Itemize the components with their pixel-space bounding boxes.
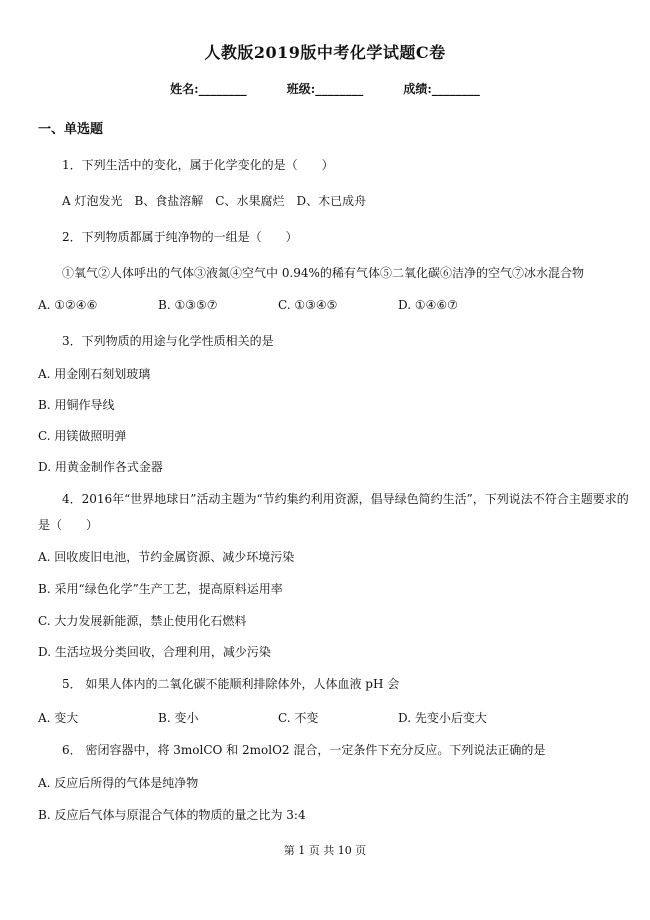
option-d: D. 先变小后变大 <box>398 711 487 725</box>
question-4-option-c: C. 大力发展新能源，禁止使用化石燃料 <box>38 614 247 628</box>
question-4-option-b: B. 采用“绿色化学”生产工艺，提高原料运用率 <box>38 582 283 596</box>
question-6-option-a: A. 反应后所得的气体是纯净物 <box>38 776 199 790</box>
page-footer: 第 1 页 共 10 页 <box>283 844 367 857</box>
option-c: C. 不变 <box>278 711 319 725</box>
option-a: A. 变大 <box>38 711 79 725</box>
question-6-option-b: B. 反应后气体与原混合气体的物质的量之比为 3:4 <box>38 808 306 822</box>
question-5-stem: 5． 如果人体内的二氧化碳不能顺利排除体外，人体血液 pH 会 <box>62 677 400 691</box>
question-3-option-b: B. 用铜作导线 <box>38 398 115 412</box>
question-3-option-c: C. 用镁做照明弹 <box>38 429 127 443</box>
student-info <box>0 80 650 97</box>
question-2-options <box>38 298 598 312</box>
option-c: C. ①③④⑤ <box>278 298 338 312</box>
question-1-options: A 灯泡发光 B、食盐溶解 C、水果腐烂 D、木已成舟 <box>62 194 367 208</box>
question-4-stem-cont: 是（ ） <box>38 518 99 532</box>
question-3-stem: 3．下列物质的用途与化学性质相关的是 <box>62 334 274 348</box>
question-4-option-d: D. 生活垃圾分类回收，合理利用，减少污染 <box>38 645 271 659</box>
question-1-stem: 1．下列生活中的变化，属于化学变化的是（ ） <box>62 158 334 172</box>
question-5-options <box>38 709 598 726</box>
question-3-option-d: D. 用黄金制作各式金器 <box>38 460 163 474</box>
class-field: 班级:________ <box>286 82 364 96</box>
option-a: A. ①②④⑥ <box>38 298 98 312</box>
question-6-stem: 6． 密闭容器中，将 3molCO 和 2molO2 混合，一定条件下充分反应。下列说法正确的是 <box>62 743 546 757</box>
section-heading: 一、单选题 <box>38 122 104 137</box>
option-b: B. ①③⑤⑦ <box>158 298 218 312</box>
page-title: 人教版2019版中考化学试题C卷 <box>204 43 446 62</box>
question-2-stem: 2．下列物质都属于纯净物的一组是（ ） <box>62 230 298 244</box>
option-b: B. 变小 <box>158 711 199 725</box>
question-4-stem: 4．2016年“世界地球日”活动主题为“节约集约利用资源，倡导绿色简约生活”，下列说法不符合主题要求的 <box>62 492 629 506</box>
option-d: D. ①④⑥⑦ <box>398 298 458 312</box>
score-field: 成绩:________ <box>403 82 480 96</box>
question-4-option-a: A. 回收废旧电池，节约金属资源、减少环境污染 <box>38 550 295 564</box>
name-field: 姓名:________ <box>170 82 247 96</box>
question-3-option-a: A. 用金刚石刻划玻璃 <box>38 367 151 381</box>
question-2-content: ①氧气②人体呼出的气体③液氮④空气中 0.94%的稀有气体⑤二氧化碳⑥洁净的空气⑦冰水混合物 <box>62 266 584 280</box>
